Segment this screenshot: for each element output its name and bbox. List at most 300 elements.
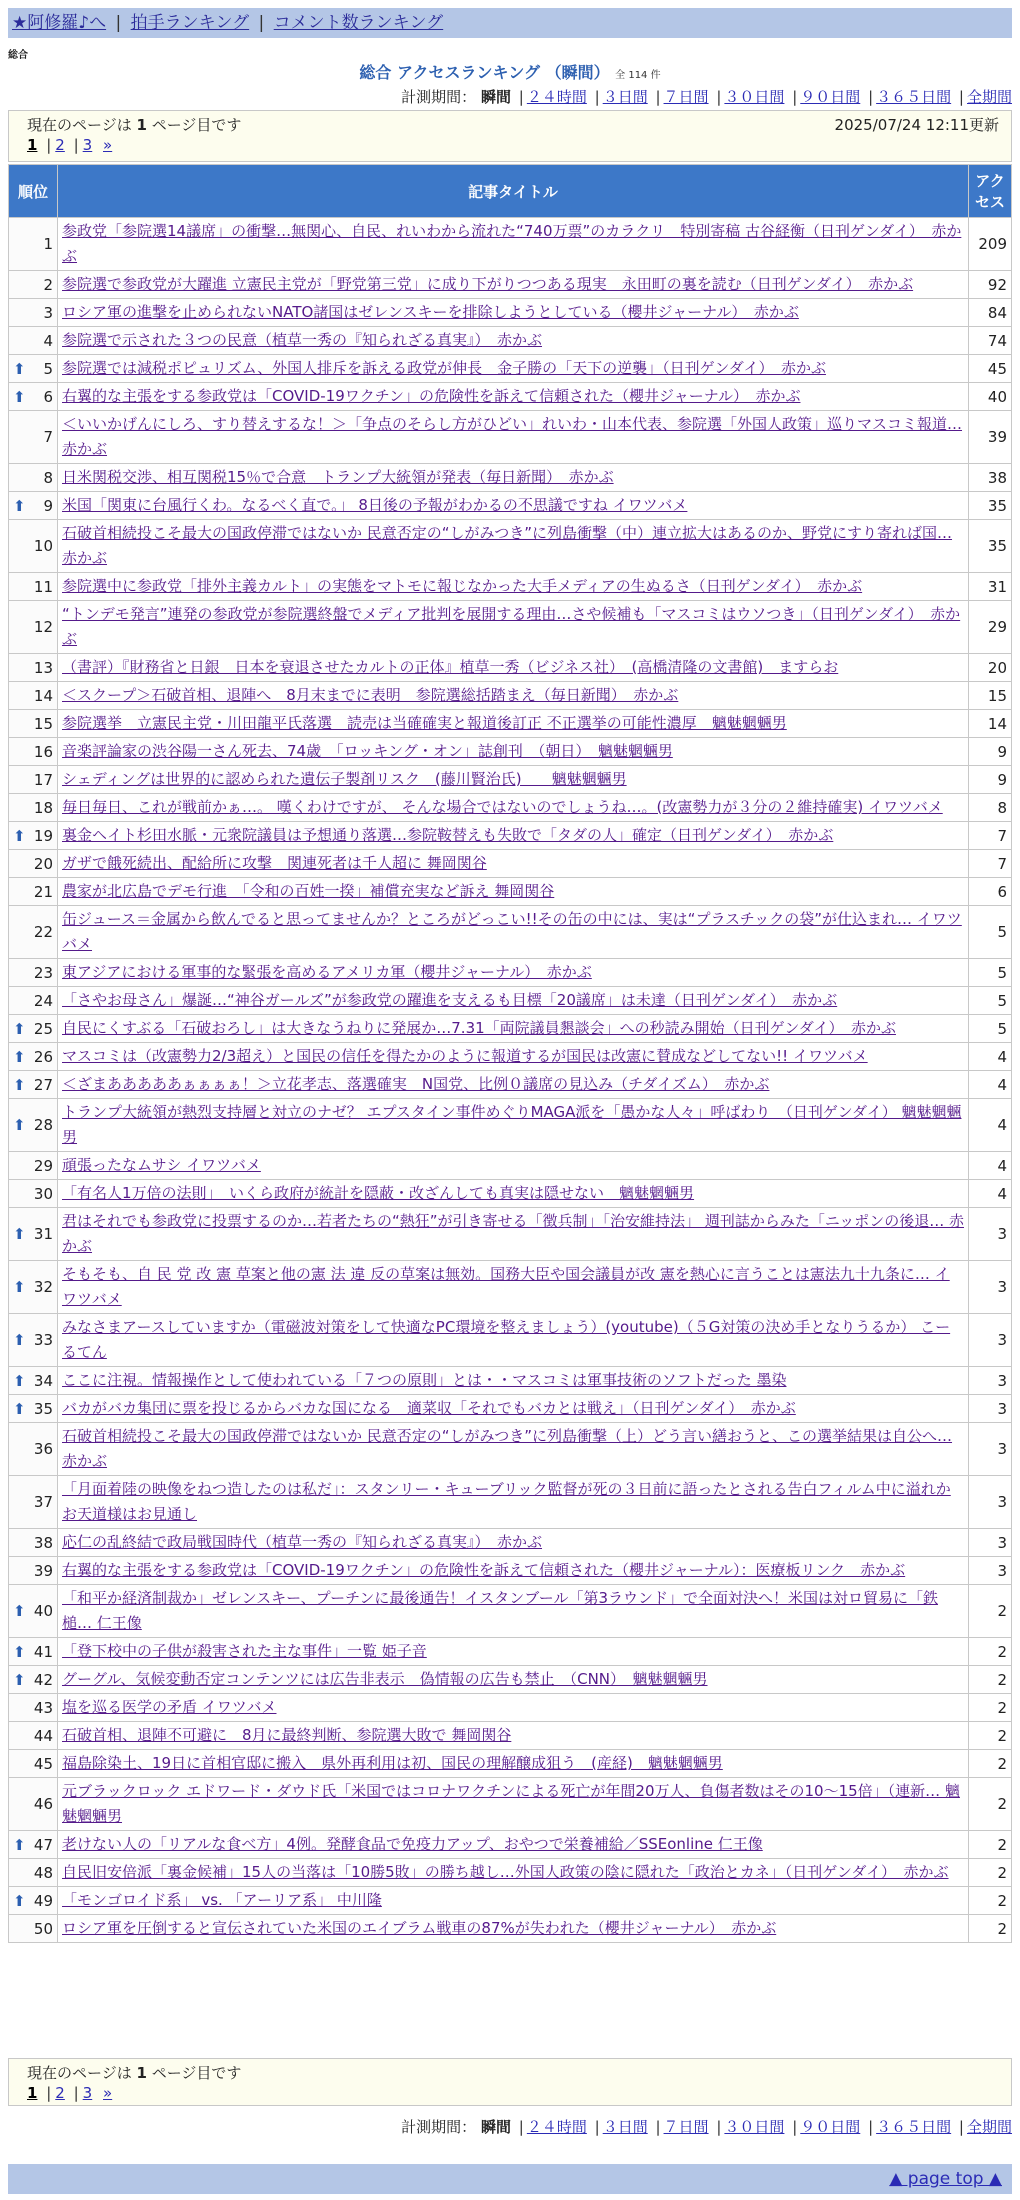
title-cell [58,710,969,738]
rank-number: 2 [43,275,53,294]
title-cell [58,1859,969,1887]
rank-number: 43 [33,1698,53,1717]
article-link[interactable]: ロシア軍の進撃を止められないNATO諸国はゼレンスキーを排除しようとしている（櫻井ジャーナル） 赤かぶ [62,303,799,321]
access-count: 3 [969,1208,1012,1261]
article-link[interactable]: ＜いいかげんにしろ、すり替えするな！＞「争点のそらし方がひどい」れいわ・山本代表、参院選「外国人政策」巡りマスコミ報道… 赤かぶ [62,415,963,458]
title-cell [58,654,969,682]
title-cell [58,1395,969,1423]
article-link[interactable]: 石破首相続投こそ最大の国政停滞ではないか 民意否定の“しがみつき”に列島衝撃（上）どう言い繕おうと、この選挙結果は自公へ… 赤かぶ [62,1427,953,1470]
title-cell [58,738,969,766]
rank-cell [9,1180,58,1208]
access-count: 3 [969,1367,1012,1395]
header-title: 記事タイトル [58,165,969,218]
title-cell [58,794,969,822]
title-cell [58,1722,969,1750]
rank-number: 47 [33,1835,53,1854]
rank-number: 8 [43,468,53,487]
access-count: 9 [969,766,1012,794]
rank-number: 27 [33,1075,53,1094]
table-row [9,878,1012,906]
article-link[interactable]: 参政党「参院選14議席」の衝撃…無関心、自民、れいわから流れた“740万票”のカラクリ 特別寄稿 古谷経衡（日刊ゲンダイ） 赤かぶ [62,222,962,265]
table-row [9,1476,1012,1529]
rank-cell [9,492,58,520]
rank-number: 35 [33,1399,53,1418]
article-link[interactable]: “トンデモ発言”連発の参政党が参院選終盤でメディア批判を展開する理由…さや候補も「マスコミはウソつき」（日刊ゲンダイ） 赤かぶ [62,605,961,648]
title-cell [58,1180,969,1208]
period-link-3d-bottom[interactable]: ３日間 [602,2118,648,2136]
rank-cell [9,1395,58,1423]
access-count: 4 [969,1099,1012,1152]
rank-number: 32 [33,1278,53,1296]
article-link[interactable]: ロシア軍を圧倒すると宣伝されていた米国のエイブラム戦車の87%が失われた（櫻井ジャーナル） 赤かぶ [62,1919,777,1937]
title-cell [58,906,969,959]
title-cell [58,355,969,383]
period-link-30d[interactable]: ３０日間 [724,88,785,106]
up-arrow-icon: ⬆ [13,1399,26,1418]
article-link[interactable]: 「月面着陸の映像をねつ造したのは私だ」：スタンリー・キューブリック監督が死の３日前に語ったとされる告白フィルム中に溢れか お天道様はお見通し [62,1480,951,1523]
table-row [9,464,1012,492]
top-nav-bar: ★阿修羅♪へ | 拍手ランキング | コメント数ランキング [8,8,1012,38]
title-cell [58,327,969,355]
table-row [9,766,1012,794]
table-row [9,327,1012,355]
article-link[interactable]: バカがバカ集団に票を投じるからバカな国になる 適菜収「それでもバカとは戦え」（日刊ゲンダイ） 赤かぶ [62,1399,796,1417]
article-link[interactable]: シェディングは世界的に認められた遺伝子製剤リスク (藤川賢治氏) 魑魅魍魎男 [62,770,627,788]
home-link[interactable]: ★阿修羅♪へ [12,13,107,33]
access-count: 4 [969,1180,1012,1208]
rank-number: 6 [43,387,53,406]
access-count: 7 [969,850,1012,878]
rank-cell [9,987,58,1015]
table-row [9,355,1012,383]
up-arrow-icon: ⬆ [13,1891,26,1910]
access-count: 92 [969,271,1012,299]
up-arrow-icon: ⬆ [13,1047,26,1066]
table-row [9,299,1012,327]
up-arrow-icon: ⬆ [13,1835,26,1854]
title-cell [58,766,969,794]
rank-cell [9,355,58,383]
rank-number: 37 [33,1493,53,1511]
rank-cell [9,411,58,464]
rank-number: 14 [33,686,53,705]
table-row [9,1208,1012,1261]
article-link[interactable]: 自民にくすぶる「石破おろし」は大きなうねりに発展か…7.31「両院議員懇談会」への秒読み開始（日刊ゲンダイ） 赤かぶ [62,1019,896,1037]
table-row [9,573,1012,601]
period-link-365d[interactable]: ３６５日間 [876,88,952,106]
title-cell [58,1476,969,1529]
table-row [9,520,1012,573]
article-link[interactable]: 「さやお母さん」爆誕…“神谷ガールズ”が参政党の躍進を支えるも目標「20議席」は未達（日刊ゲンダイ） 赤かぶ [62,991,838,1009]
up-arrow-icon: ⬆ [13,1116,26,1134]
table-row [9,1666,1012,1694]
rank-number: 22 [33,923,53,941]
title-cell [58,1666,969,1694]
period-selector-top: 計測期間： 瞬間 | ２４時間 | ３日間 | ７日間 | ３０日間 | ９０日間 | ３６５日間 | 全期間 [401,88,1012,106]
rank-cell [9,1152,58,1180]
rank-cell [9,520,58,573]
rank-cell [9,1015,58,1043]
rank-number: 1 [43,235,53,253]
article-link[interactable]: 「登下校中の子供が殺害された主な事件」一覧 姫子音 [62,1642,427,1660]
access-count: 31 [969,573,1012,601]
rank-number: 23 [33,963,53,982]
period-link-24h-bottom[interactable]: ２４時間 [526,2118,587,2136]
table-header-row [9,165,1012,218]
up-arrow-icon: ⬆ [13,1225,26,1243]
article-link[interactable]: そもそも、自 民 党 改 憲 草案と他の憲 法 違 反の草案は無効。国務大臣や国会議員が改 憲を熱心に言うことは憲法九十九条に… イワツバメ [62,1265,950,1308]
table-row [9,794,1012,822]
access-count: 2 [969,1694,1012,1722]
article-link[interactable]: 塩を巡る医学の矛盾 イワツバメ [62,1698,277,1716]
article-link[interactable]: ガザで餓死続出、配給所に攻撃 関連死者は千人超に 舞岡関谷 [62,854,487,872]
period-link-90d-bottom[interactable]: ９０日間 [800,2118,861,2136]
rank-number: 13 [33,658,53,677]
rank-cell [9,1423,58,1476]
table-row [9,1585,1012,1638]
rank-cell [9,383,58,411]
rank-cell [9,794,58,822]
rank-cell [9,1367,58,1395]
up-arrow-icon: ⬆ [13,1602,26,1620]
rank-number: 9 [43,496,53,515]
article-link[interactable]: 石破首相、退陣不可避に 8月に最終判断、参院選大敗で 舞岡関谷 [62,1726,512,1744]
up-arrow-icon: ⬆ [13,1019,26,1038]
page-link-2-bottom[interactable]: 2 [55,2084,65,2102]
rank-cell [9,601,58,654]
table-row [9,1423,1012,1476]
page-link-1-bottom[interactable]: 1 [27,2084,38,2102]
page-link-1[interactable]: 1 [27,136,38,154]
access-count: 35 [969,492,1012,520]
period-link-24h[interactable]: ２４時間 [526,88,587,106]
article-link[interactable]: グーグル、気候変動否定コンテンツには広告非表示 偽情報の広告も禁止 （CNN） 魑魅魍魎男 [62,1670,708,1688]
rank-number: 12 [33,618,53,636]
article-link[interactable]: 裏金ヘイト杉田水脈・元衆院議員は予想通り落選…参院鞍替えも失敗で「タダの人」確定（日刊ゲンダイ） 赤かぶ [62,826,834,844]
table-row [9,710,1012,738]
period-link-30d-bottom[interactable]: ３０日間 [724,2118,785,2136]
rank-number: 15 [33,714,53,733]
rank-number: 20 [33,854,53,873]
article-link[interactable]: 参院選では減税ポピュリズム、外国人排斥を訴える政党が伸長 金子勝の「天下の逆襲」（日刊ゲンダイ） 赤かぶ [62,359,826,377]
access-count: 74 [969,327,1012,355]
rank-cell [9,1071,58,1099]
article-link[interactable]: ＜スクープ＞石破首相、退陣へ 8月末までに表明 参院選総括踏まえ（毎日新聞） 赤かぶ [62,686,679,704]
rank-number: 16 [33,742,53,761]
title-cell [58,1529,969,1557]
rank-cell [9,1099,58,1152]
access-count: 38 [969,464,1012,492]
title-cell [58,601,969,654]
table-row [9,1099,1012,1152]
rank-cell [9,1831,58,1859]
rank-cell [9,1557,58,1585]
rank-cell [9,850,58,878]
article-link[interactable]: 「モンゴロイド系」 vs. 「アーリア系」 中川隆 [62,1891,382,1909]
rank-cell [9,1778,58,1831]
table-row [9,1395,1012,1423]
table-row [9,738,1012,766]
up-arrow-icon: ⬆ [13,1642,26,1661]
rank-number: 24 [33,991,53,1010]
title-cell [58,1887,969,1915]
access-count: 14 [969,710,1012,738]
period-selector-bottom: 計測期間： 瞬間 | ２４時間 | ３日間 | ７日間 | ３０日間 | ９０日間 | ３６５日間 | 全期間 [401,2118,1012,2136]
article-link[interactable]: 参院選で示された３つの民意（植草一秀の『知られざる真実』） 赤かぶ [62,331,543,349]
access-count: 40 [969,383,1012,411]
title-cell [58,1261,969,1314]
access-count: 3 [969,1314,1012,1367]
access-count: 6 [969,878,1012,906]
title-cell [58,1015,969,1043]
title-cell [58,878,969,906]
table-row [9,1261,1012,1314]
table-row [9,1915,1012,1943]
access-count: 2 [969,1638,1012,1666]
access-count: 2 [969,1859,1012,1887]
title-cell [58,850,969,878]
rank-cell [9,1638,58,1666]
access-count: 84 [969,299,1012,327]
access-count: 2 [969,1887,1012,1915]
page-link-2[interactable]: 2 [55,136,65,154]
rank-number: 44 [33,1726,53,1745]
rank-number: 18 [33,798,53,817]
title-cell [58,411,969,464]
access-count: 3 [969,1261,1012,1314]
title-cell [58,1367,969,1395]
title-cell [58,1750,969,1778]
article-link[interactable]: みなさまアースしていますか（電磁波対策をして快適なPC環境を整えましょう）(youtube)（５G対策の決め手となりうるか） こーるてん [62,1318,951,1361]
title-cell [58,271,969,299]
title-cell [58,520,969,573]
title-cell [58,682,969,710]
rank-cell [9,1915,58,1943]
rank-number: 50 [33,1919,53,1938]
rank-cell [9,1585,58,1638]
table-row [9,492,1012,520]
rank-cell [9,906,58,959]
table-row [9,1557,1012,1585]
bottom-bar [8,2164,1012,2194]
rank-number: 46 [33,1795,53,1813]
title-cell [58,822,969,850]
title-cell [58,1043,969,1071]
rank-cell [9,959,58,987]
table-row [9,1750,1012,1778]
access-count: 20 [969,654,1012,682]
article-link[interactable]: 自民旧安倍派「裏金候補」15人の当落は「10勝5敗」の勝ち越し…外国人政策の陰に隠れた「政治とカネ」（日刊ゲンダイ） 赤かぶ [62,1863,949,1881]
title-cell [58,383,969,411]
table-row [9,850,1012,878]
up-arrow-icon: ⬆ [13,1278,26,1296]
rank-number: 34 [33,1371,53,1390]
total-count: 全 114 件 [615,70,661,81]
rank-number: 30 [33,1184,53,1203]
article-link[interactable]: 福島除染土、19日に首相官邸に搬入 県外再利用は初、国民の理解醸成狙う (産経) 魑魅魍魎男 [62,1754,723,1772]
period-link-90d[interactable]: ９０日間 [800,88,861,106]
up-arrow-icon: ⬆ [13,496,26,515]
pager-text-post: ページ目です [151,116,242,134]
table-row [9,906,1012,959]
access-count: 8 [969,794,1012,822]
rank-number: 42 [33,1670,53,1689]
table-row [9,1529,1012,1557]
article-link[interactable]: トランプ大統領が熱烈支持層と対立のナゼ？ エプスタイン事件めぐりMAGA派を「愚かな人々」呼ばわり （日刊ゲンダイ） 魑魅魍魎男 [62,1103,962,1146]
title-cell [58,1099,969,1152]
rank-number: 11 [33,577,53,596]
article-link[interactable]: 缶ジュース＝金属から飲んでると思ってませんか？ところがどっこい!!その缶の中には、実は“プラスチックの袋”が仕込まれ… イワツバメ [62,910,962,953]
table-row [9,1367,1012,1395]
table-row [9,682,1012,710]
applause-ranking-link[interactable]: 拍手ランキング [130,13,250,33]
article-link[interactable]: 応仁の乱終結で政局戦国時代（植草一秀の『知られざる真実』） 赤かぶ [62,1533,543,1551]
table-row [9,959,1012,987]
table-row [9,1180,1012,1208]
period-current-bottom: 瞬間 [480,2118,511,2136]
period-label-bottom: 計測期間： [401,2118,477,2136]
up-arrow-icon: ⬆ [13,1670,26,1689]
article-link[interactable]: 「有名人1万倍の法則」 いくら政府が統計を隠蔽・改ざんしても真実は隠せない 魑魅魍魎男 [62,1184,695,1202]
access-count: 7 [969,822,1012,850]
article-link[interactable]: ＜ざまあああああぁぁぁぁ！＞立花孝志、落選確実 N国党、比例０議席の見込み（チダイズム） 赤かぶ [62,1075,770,1093]
article-link[interactable]: 右翼的な主張をする参政党は「COVID-19ワクチン」の危険性を訴えて信頼された（櫻井ジャーナル） 赤かぶ [62,387,801,405]
title-cell [58,299,969,327]
article-link[interactable]: 参院選で参政党が大躍進 立憲民主党が「野党第三党」に成り下がりつつある現実 永田町の裏を読む（日刊ゲンダイ） 赤かぶ [62,275,914,293]
article-link[interactable]: （書評）『財務省と日銀 日本を衰退させたカルトの正体』植草一秀（ビジネス社） (高橋清隆の文書館) ますらお [62,658,839,676]
article-link[interactable]: 老けない人の「リアルな食べ方」4例。発酵食品で免疫力アップ、おやつで栄養補給／SSEonline 仁王像 [62,1835,763,1853]
rank-cell [9,1887,58,1915]
rank-cell [9,1529,58,1557]
article-link[interactable]: 参院選中に参政党「排外主義カルト」の実態をマトモに報じなかった大手メディアの生ぬるさ（日刊ゲンダイ） 赤かぶ [62,577,863,595]
table-row [9,1859,1012,1887]
article-link[interactable]: マスコミは（改憲勢力2/3超え）と国民の信任を得たかのように報道するが国民は改憲に賛成などしてない!! イワツバメ [62,1047,868,1065]
article-link[interactable]: 毎日毎日、これが戦前かぁ…。 嘆くわけですが、 そんな場合ではないのでしょうね…。(改憲勢力が３分の２維持確実) イワツバメ [62,798,943,816]
title-cell [58,1071,969,1099]
article-link[interactable]: 君はそれでも参政党に投票するのか…若者たちの“熱狂”が引き寄せる「徴兵制」「治安維持法」 週刊誌からみた「ニッポンの後退… 赤かぶ [62,1212,964,1255]
access-count: 209 [969,218,1012,271]
article-link[interactable]: 頑張ったなムサシ イワツバメ [62,1156,261,1174]
article-link[interactable]: 農家が北広島でデモ行進 「令和の百姓一揆」補償充実など訴え 舞岡関谷 [62,882,555,900]
rank-number: 10 [33,537,53,555]
article-link[interactable]: 東アジアにおける軍事的な緊張を高めるアメリカ軍（櫻井ジャーナル） 赤かぶ [62,963,592,981]
rank-cell [9,573,58,601]
rank-number: 39 [33,1561,53,1580]
rank-number: 40 [33,1602,53,1620]
rank-cell [9,1859,58,1887]
table-row [9,654,1012,682]
rank-number: 21 [33,882,53,901]
page-next-link-bottom[interactable]: » [103,2084,113,2102]
page-next-link[interactable]: » [103,136,113,154]
period-link-all-bottom[interactable]: 全期間 [966,2118,1012,2136]
title-cell [58,492,969,520]
rank-number: 33 [33,1331,53,1349]
pager-bottom: 現在のページは 1 ページ目です 1 | 2 | 3 » [8,2058,1012,2106]
access-count: 2 [969,1831,1012,1859]
title-cell [58,1638,969,1666]
access-count: 2 [969,1585,1012,1638]
access-count: 5 [969,1015,1012,1043]
period-link-3d[interactable]: ３日間 [602,88,648,106]
title-cell [58,1778,969,1831]
updated-time: 2025/07/24 12:11更新 [834,116,999,134]
rank-number: 29 [33,1156,53,1175]
up-arrow-icon: ⬆ [13,1331,26,1349]
access-count: 4 [969,1152,1012,1180]
table-row [9,1778,1012,1831]
pager-text-post-bottom: ページ目です [151,2064,242,2082]
rank-number: 17 [33,770,53,789]
rank-cell [9,1476,58,1529]
page-top-link[interactable]: ▲ page top ▲ [889,2169,1002,2189]
title-cell [58,1915,969,1943]
table-row [9,1694,1012,1722]
article-link[interactable]: 米国「関東に台風行くわ。なるべく直で。」 8日後の予報がわかるの不思議ですね イワツバメ [62,496,688,514]
rank-cell [9,682,58,710]
table-row [9,411,1012,464]
article-link[interactable]: 右翼的な主張をする参政党は「COVID-19ワクチン」の危険性を訴えて信頼された（櫻井ジャーナル）：医療板リンク 赤かぶ [62,1561,906,1579]
rank-number: 5 [43,359,53,378]
page-link-3[interactable]: 3 [82,136,93,154]
rank-cell [9,738,58,766]
pager-text-bottom: 現在のページは [27,2064,132,2082]
page-title [0,60,1020,83]
title-cell [58,1208,969,1261]
table-row [9,218,1012,271]
period-link-7d[interactable]: ７日間 [663,88,709,106]
table-row [9,1043,1012,1071]
rank-number: 19 [33,826,53,845]
rank-number: 48 [33,1863,53,1882]
access-count: 4 [969,1043,1012,1071]
article-link[interactable]: 日米関税交渉、相互関税15％で合意 トランプ大統領が発表（毎日新聞） 赤かぶ [62,468,614,486]
up-arrow-icon: ⬆ [13,359,26,378]
pager-current: 1 [136,116,147,134]
table-row [9,1152,1012,1180]
article-link[interactable]: 元ブラックロック エドワード・ダウド氏「米国ではコロナワクチンによる死亡が年間20万人、負傷者数はその10〜15倍」（連新… 魑魅魍魎男 [62,1782,960,1825]
access-count: 3 [969,1529,1012,1557]
page-link-3-bottom[interactable]: 3 [82,2084,93,2102]
article-link[interactable]: 参院選挙 立憲民主党・川田龍平氏落選 読売は当確確実と報道後訂正 不正選挙の可能性濃厚 魑魅魍魎男 [62,714,787,732]
rank-cell [9,710,58,738]
title-cell [58,573,969,601]
access-count: 45 [969,355,1012,383]
article-link[interactable]: 音楽評論家の渋谷陽一さん死去、74歳 「ロッキング・オン」誌創刊 （朝日） 魑魅魍魎男 [62,742,673,760]
rank-number: 4 [43,331,53,350]
access-count: 3 [969,1476,1012,1529]
table-row [9,1638,1012,1666]
comment-ranking-link[interactable]: コメント数ランキング [273,13,444,33]
title-cell [58,218,969,271]
rank-cell [9,1722,58,1750]
article-link[interactable]: 石破首相続投こそ最大の国政停滞ではないか 民意否定の“しがみつき”に列島衝撃（中）連立拡大はあるのか、野党にすり寄れば国… 赤かぶ [62,524,953,567]
access-count: 3 [969,1395,1012,1423]
period-link-all[interactable]: 全期間 [966,88,1012,106]
article-link[interactable]: ここに注視。情報操作として使われている「７つの原則」とは・・マスコミは軍事技術のソフトだった 墨染 [62,1371,787,1389]
rank-cell [9,822,58,850]
access-count: 2 [969,1666,1012,1694]
period-current: 瞬間 [480,88,511,106]
period-link-7d-bottom[interactable]: ７日間 [663,2118,709,2136]
title-cell [58,1314,969,1367]
article-link[interactable]: 「和平か経済制裁か」ゼレンスキー、プーチンに最後通告！イスタンブール「第3ラウンド」で全面対決へ！米国は対ロ貿易に「鉄槌… 仁王像 [62,1589,939,1632]
rank-number: 49 [33,1891,53,1910]
period-link-365d-bottom[interactable]: ３６５日間 [876,2118,952,2136]
title-cell [58,1831,969,1859]
rank-number: 28 [33,1116,53,1134]
access-count: 2 [969,1750,1012,1778]
